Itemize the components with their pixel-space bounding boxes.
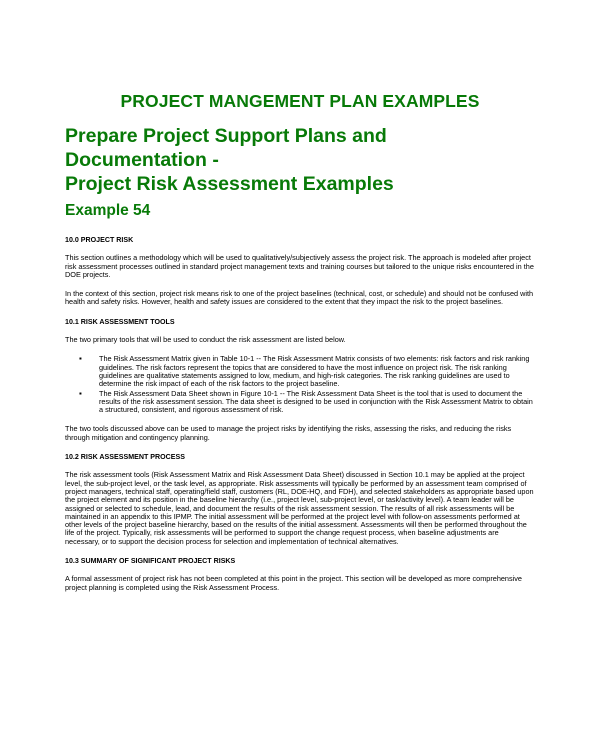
list-item: ▪ The Risk Assessment Data Sheet shown in Figure 10-1 -- The Risk Assessment Data Sheet is the tool that is used to document the results of the risk assessment session. The data sheet is designed to be used in conjunction with the Risk Assessment Matrix to obtain a structured, consistent, and rigorous assessment of risk. [99,390,535,415]
document-subtitle [65,124,585,196]
paragraph: This section outlines a methodology which will be used to qualitatively/subjectively assess the project risk. The approach is modeled after project risk assessment processes outlined in standard project management texts and training courses but tailored to the unique risks encountered in the DOE projects. [65,253,534,279]
document-body [65,236,535,592]
example-label: Example 54 [65,202,151,219]
paragraph: In the context of this section, project risk means risk to one of the project baselines (technical, cost, or schedule) and should not be confused with health and safety risks. However, health and safety issues are considered to the extent that they impact the risk to the project baselines. [65,289,534,307]
section-heading: 10.3 SUMMARY OF SIGNIFICANT PROJECT RISKS [65,557,236,566]
paragraph: The risk assessment tools (Risk Assessment Matrix and Risk Assessment Data Sheet) discussed in Section 10.1 may be applied at the project level, the sub-project level, or the task level, as appropriate. Risk assessments will typically be performed by an assessment team comprised of project managers, technical staff, operating/field staff, customers (RL, DOE-HQ, and FDH), and selected stakeholders as appropriate based upon the project element and its position in the baseline hierarchy (i.e., project level, sub-project level, or task/activity level). A team leader will be assigned or selected to schedule, lead, and document the results of the risk assessment session. The results of all risk assessments will be maintained in an appendix to this IPMP. The initial assessment will be performed at the project level with follow-on assessments performed at other levels of the project baseline hierarchy, based on the results of the initial assessment. Assessments will then be performed throughout the life of the project. Typically, risk assessments will be performed to support the change request process, when baseline adjustments are necessary, or to support the decision process for selection and implementation of technical alternatives. [65,470,534,546]
subtitle-line: Documentation - [65,149,219,171]
paragraph: The two primary tools that will be used to conduct the risk assessment are listed below. [65,335,346,345]
section-heading: 10.1 RISK ASSESSMENT TOOLS [65,317,175,326]
paragraph: A formal assessment of project risk has not been completed at this point in the project. This section will be developed as more comprehensive project planning is completed using the Risk Assessment Process. [65,574,522,592]
section-heading: 10.0 PROJECT RISK [65,236,134,244]
subtitle-line: Project Risk Assessment Examples [65,173,394,195]
document-title: PROJECT MANGEMENT PLAN EXAMPLES [120,91,480,111]
list-item: ▪ The Risk Assessment Matrix given in Table 10-1 -- The Risk Assessment Matrix consists of two elements: risk factors and risk ranking guidelines. The risk factors represent the topics that are considered to have the most influence on project risk. The risk ranking guidelines are qualitative statements assigned to low, medium, and high-risk categories. The risk ranking guidelines are used to determine the risk impact of each of the risk factors to the project baseline. [99,355,535,388]
paragraph: The two tools discussed above can be used to manage the project risks by identifying the risks, assessing the risks, and reducing the risks through mitigation and contingency planning. [65,424,512,442]
bullet-list [65,355,535,414]
section-heading: 10.2 RISK ASSESSMENT PROCESS [65,453,185,462]
subtitle-line: Prepare Project Support Plans and [65,125,387,147]
